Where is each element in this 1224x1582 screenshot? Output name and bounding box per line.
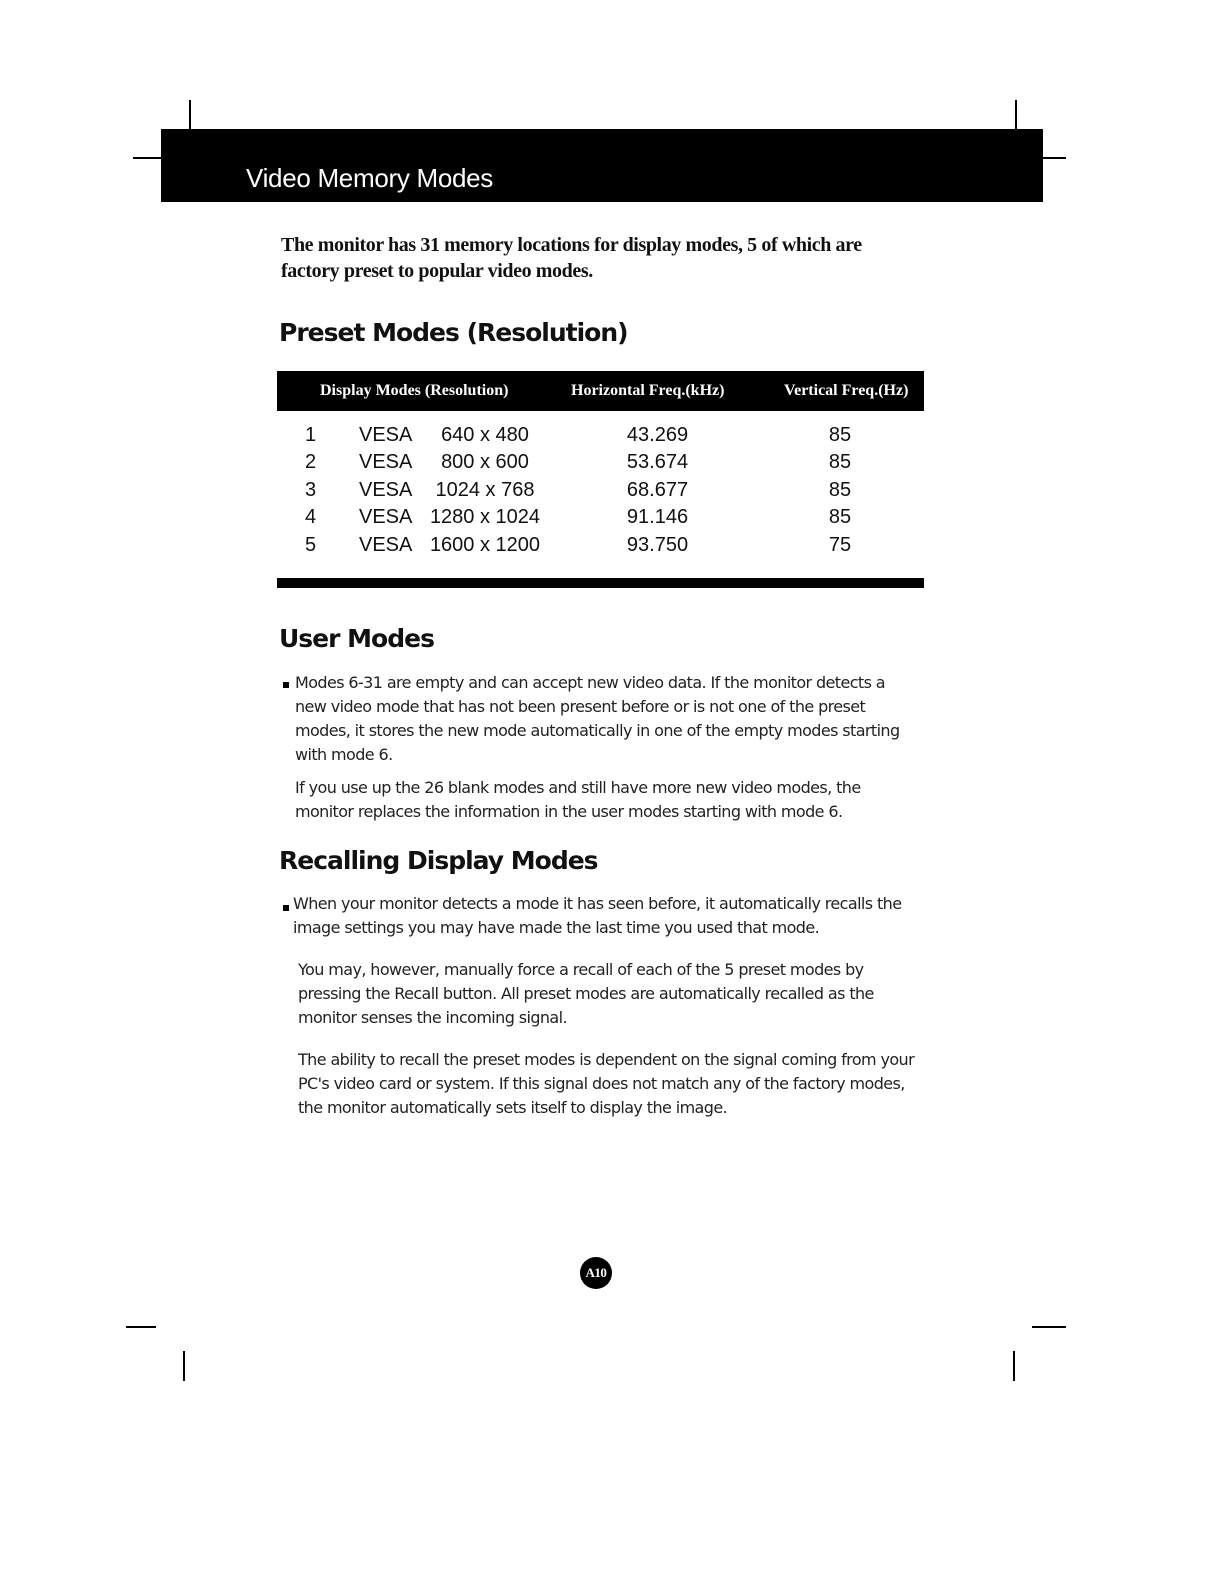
user-modes-paragraph: Modes 6-31 are empty and can accept new video data. If the monitor detects a new video mode that has not been present before or is not one of the preset modes, it stores the new mode automatically in one of the empty modes starting with mode 6. [295,673,900,764]
vertical-frequency: 85 [828,479,852,501]
crop-mark [133,157,163,159]
crop-mark [1015,100,1017,130]
horizontal-frequency: 43.269 [626,424,689,446]
page-number-badge: A10 [580,1257,612,1289]
recall-paragraph: You may, however, manually force a recall of each of the 5 preset modes by pressing the Recall button. All preset modes are automatically recalled as the monitor senses the incoming signal. [298,960,874,1027]
crop-mark [189,100,191,130]
mode-number: 2 [305,451,317,473]
column-header-display-modes: Display Modes (Resolution) [320,382,509,399]
title-bar [161,129,1043,202]
mode-number: 4 [305,506,317,528]
table-row [0,479,1224,506]
vertical-frequency: 85 [828,451,852,473]
mode-number: 1 [305,424,317,446]
crop-mark [1041,157,1066,159]
mode-resolution: 640 x 480 [441,424,529,446]
mode-standard: VESA [359,424,413,446]
vertical-frequency: 75 [828,534,852,556]
mode-standard: VESA [359,479,413,501]
mode-resolution: 1600 x 1200 [429,534,541,556]
crop-mark [1032,1326,1066,1328]
mode-resolution: 800 x 600 [441,451,529,473]
table-row [0,424,1224,451]
mode-number: 3 [305,479,317,501]
page-title: Video Memory Modes [246,163,494,193]
crop-mark [126,1326,156,1328]
vertical-frequency: 85 [828,506,852,528]
bullet-icon [283,682,289,688]
column-header-vertical-freq: Vertical Freq.(Hz) [784,382,909,399]
column-header-horizontal-freq: Horizontal Freq.(kHz) [571,382,725,399]
mode-standard: VESA [359,451,413,473]
crop-mark [1013,1351,1015,1381]
mode-resolution: 1024 x 768 [435,479,535,501]
recall-paragraph: The ability to recall the preset modes is dependent on the signal coming from your PC's video card or system. If this signal does not match any of the factory modes, the monitor automatically sets itself to display the image. [298,1050,915,1117]
horizontal-frequency: 93.750 [626,534,689,556]
recalling-modes-heading: Recalling Display Modes [279,846,598,875]
mode-number: 5 [305,534,317,556]
horizontal-frequency: 68.677 [626,479,689,501]
mode-resolution: 1280 x 1024 [429,506,541,528]
intro-text: The monitor has 31 memory locations for display modes, 5 of which are factory preset to popular video modes. [281,234,862,282]
crop-mark [183,1351,185,1381]
user-modes-paragraph: If you use up the 26 blank modes and still have more new video modes, the monitor replaces the information in the user modes starting with mode 6. [295,778,861,821]
table-row [0,506,1224,533]
table-row [0,451,1224,478]
horizontal-frequency: 91.146 [626,506,689,528]
bullet-icon [283,905,289,911]
preset-modes-heading: Preset Modes (Resolution) [279,318,628,347]
table-header [277,371,924,411]
recall-paragraph: When your monitor detects a mode it has seen before, it automatically recalls the image settings you may have made the last time you used that mode. [293,894,902,937]
mode-standard: VESA [359,534,413,556]
mode-standard: VESA [359,506,413,528]
user-modes-heading: User Modes [279,624,434,653]
vertical-frequency: 85 [828,424,852,446]
table-row [0,534,1224,561]
horizontal-frequency: 53.674 [626,451,689,473]
table-bottom-rule [277,578,924,588]
